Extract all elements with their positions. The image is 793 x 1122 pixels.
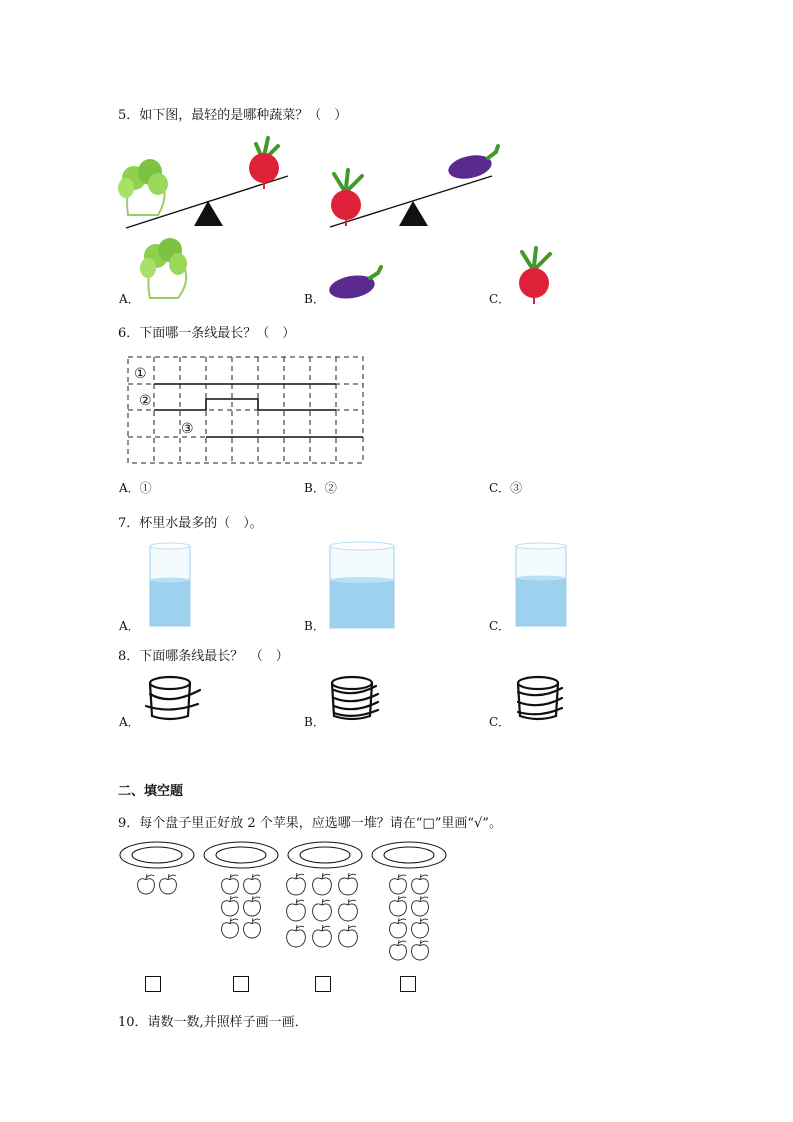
q8-option-c[interactable]: C． (489, 715, 511, 729)
q7-option-c[interactable]: C． (489, 619, 511, 633)
answer-box-3[interactable] (315, 976, 331, 992)
question-7-text: 7．杯里水最多的（ ）。 (118, 516, 263, 531)
q7-option-b[interactable]: B． (304, 619, 325, 633)
section-2-title: 二、填空题 (118, 784, 184, 799)
question-9-text: 9．每个盘子里正好放 2 个苹果，应选哪一堆？请在“□”里画“√”。 (118, 816, 502, 831)
apple-icon (390, 874, 407, 894)
q5-option-c[interactable]: C． (489, 292, 511, 306)
apple-icon (138, 874, 155, 894)
apple-icon (412, 896, 429, 916)
apple-icon (287, 873, 306, 895)
apple-icon (244, 896, 261, 916)
line-label-1: ① (134, 366, 147, 382)
plate-1 (120, 842, 194, 868)
apple-icon (244, 918, 261, 938)
apple-icon (222, 918, 239, 938)
apple-icon (412, 918, 429, 938)
apple-icon (222, 896, 239, 916)
apple-icon (412, 940, 429, 960)
apple-icon (287, 899, 306, 921)
question-5-text: 5．如下图，最轻的是哪种蔬菜？（ ） (118, 108, 348, 123)
plate-4 (372, 842, 446, 868)
q8-option-b[interactable]: B． (304, 715, 325, 729)
plate-3 (288, 842, 362, 868)
apple-icon (160, 874, 177, 894)
answer-box-4[interactable] (400, 976, 416, 992)
apple-icon (244, 874, 261, 894)
apple-icon (339, 899, 358, 921)
q7-option-a[interactable]: A． (119, 619, 140, 633)
apple-icon (222, 874, 239, 894)
answer-box-1[interactable] (145, 976, 161, 992)
q6-option-b[interactable]: B．② (304, 481, 337, 495)
apple-icon (339, 925, 358, 947)
apple-icon (313, 925, 332, 947)
question-10-text: 10．请数一数,并照样子画一画． (118, 1015, 308, 1030)
apple-icon (339, 873, 358, 895)
apple-icon (390, 940, 407, 960)
apple-icon (390, 918, 407, 938)
answer-box-2[interactable] (233, 976, 249, 992)
apple-icon (412, 874, 429, 894)
apple-icon (390, 896, 407, 916)
question-6-text: 6．下面哪一条线最长？（ ） (118, 326, 296, 341)
apple-icon (287, 925, 306, 947)
q6-option-c[interactable]: C．③ (489, 481, 523, 495)
q8-option-a[interactable]: A． (119, 715, 140, 729)
line-label-3: ③ (181, 421, 194, 437)
q5-option-a[interactable]: A． (119, 292, 140, 306)
q5-option-b[interactable]: B． (304, 292, 325, 306)
line-label-2: ② (139, 393, 152, 409)
question-8-text: 8．下面哪条线最长？ （ ） (118, 649, 289, 664)
apple-icon (313, 873, 332, 895)
q6-option-a[interactable]: A．① (119, 481, 152, 495)
apple-icon (313, 899, 332, 921)
plate-2 (204, 842, 278, 868)
